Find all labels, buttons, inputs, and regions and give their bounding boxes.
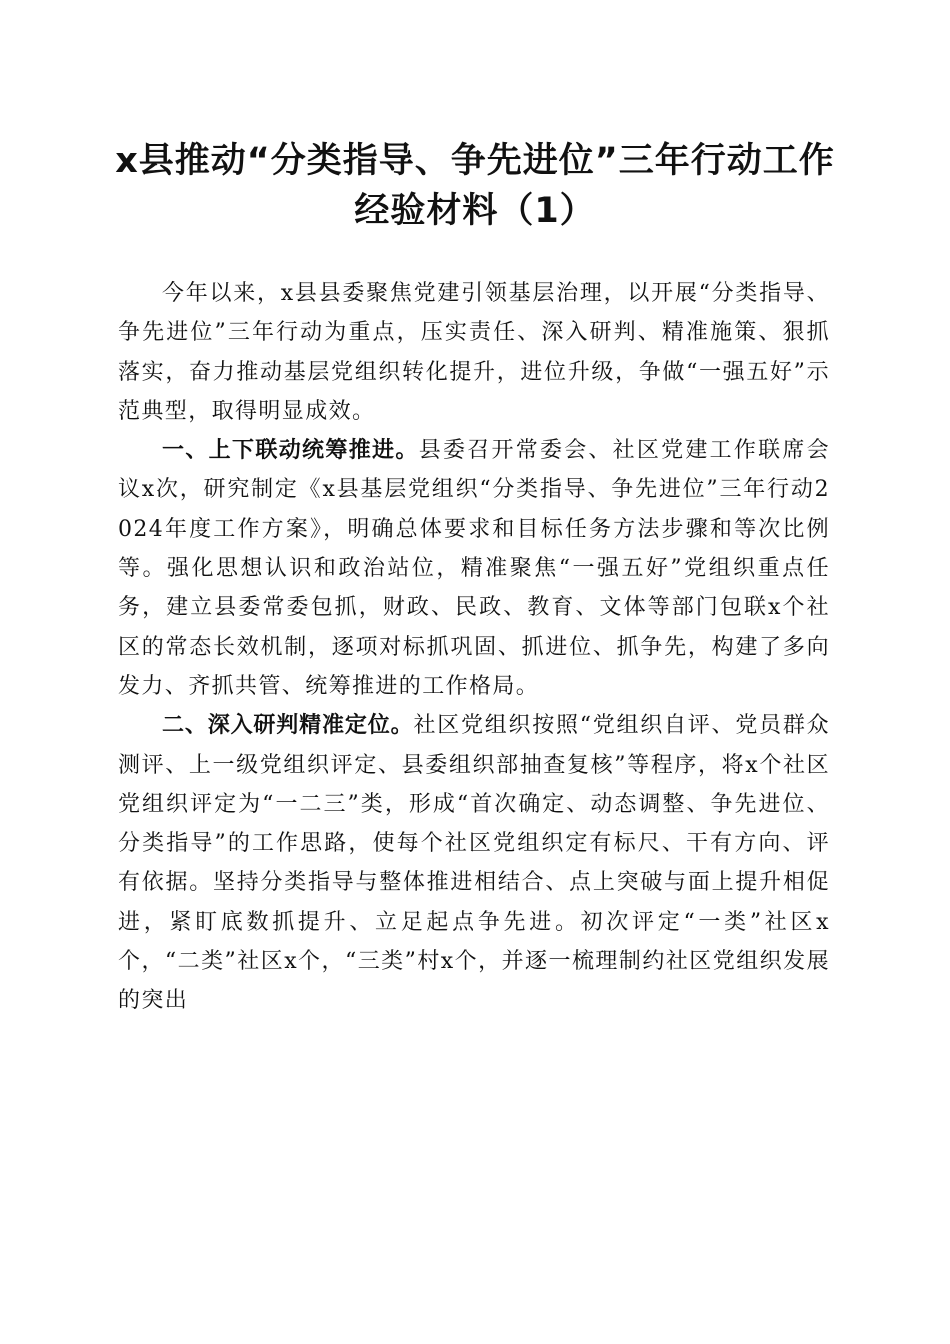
document-body: [118, 274, 830, 1021]
section-1-text: 县委召开常委会、社区党建工作联席会议x次，研究制定《x县基层党组织“分类指导、争先进位”三年行动2024年度工作方案》，明确总体要求和目标任务方法步骤和等次比例等。强化思想认识和政治站位，精准聚焦“一强五好”党组织重点任务，建立县委常委包抓，财政、民政、教育、文体等部门包联x个社区的常态长效机制，逐项对标抓巩固、抓进位、抓争先，构建了多向发力、齐抓共管、统筹推进的工作格局。: [118, 438, 830, 699]
section-2-text: 社区党组织按照“党组织自评、党员群众测评、上一级党组织评定、县委组织部抽查复核”等程序，将x个社区党组织评定为“一二三”类，形成“首次确定、动态调整、争先进位、分类指导”的工作思路，使每个社区党组织定有标尺、干有方向、评有依据。坚持分类指导与整体推进相结合、点上突破与面上提升相促进，紧盯底数抓提升、立足起点争先进。初次评定“一类”社区x个，“二类”社区x个，“三类”村x个，并逐一梳理制约社区党组织发展的突出: [118, 713, 830, 1014]
section-1-heading: 一、上下联动统筹推进。: [162, 438, 419, 464]
document-title: x县推动“分类指导、争先进位”三年行动工作经验材料（1）: [115, 141, 835, 231]
intro-paragraph: [118, 274, 830, 431]
paragraph-text: 今年以来，x县县委聚焦党建引领基层治理，以开展“分类指导、争先进位”三年行动为重点，压实责任、深入研判、精准施策、狠抓落实，奋力推动基层党组织转化提升，进位升级，争做“一强五好”示范典型，取得明显成效。: [118, 281, 830, 424]
section-2-heading: 二、深入研判精准定位。: [162, 713, 414, 739]
section-2-paragraph: [118, 706, 830, 1020]
section-1-paragraph: [118, 431, 830, 706]
